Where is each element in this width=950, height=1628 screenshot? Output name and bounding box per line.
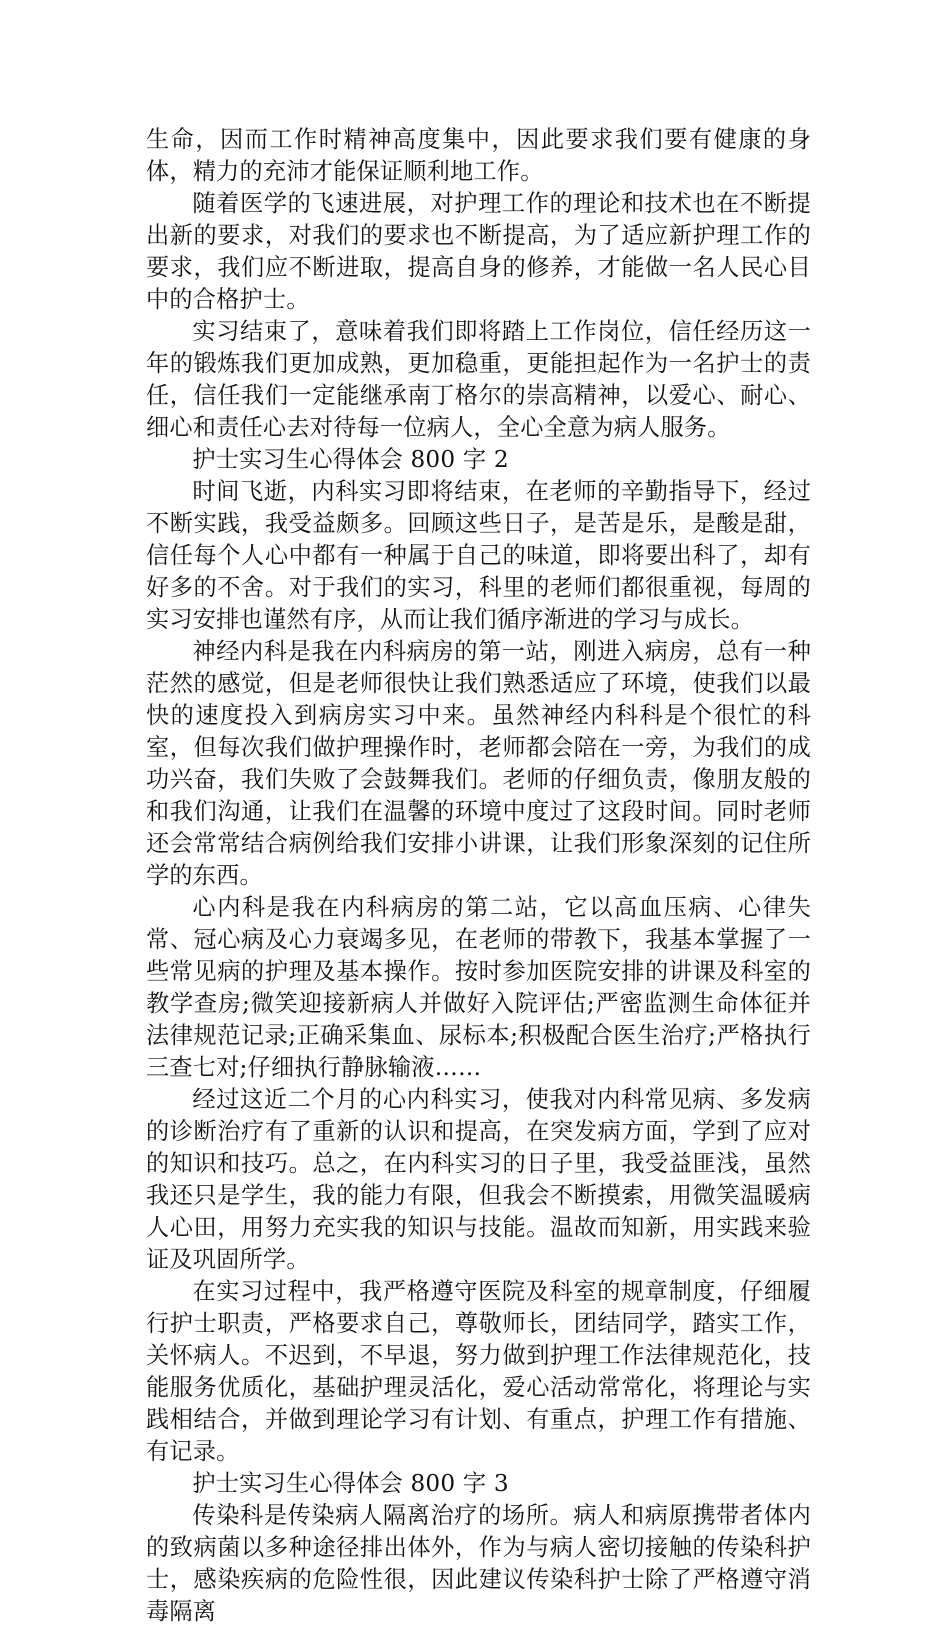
paragraph: 实习结束了，意味着我们即将踏上工作岗位，信任经历这一年的锻炼我们更加成熟，更加稳重，更能担起作为一名护士的责任，信任我们一定能继承南丁格尔的崇高精神，以爱心、耐心、细心和责任心去对待每一位病人，全心全意为病人服务。 xyxy=(146,318,811,441)
paragraph: 在实习过程中，我严格遵守医院及科室的规章制度，仔细履行护士职责，严格要求自己，尊敬师长，团结同学，踏实工作，关怀病人。不迟到，不早退，努力做到护理工作法律规范化，技能服务优质化，基础护理灵活化，爱心活动常常化，将理论与实践相结合，并做到理论学习有计划、有重点，护理工作有措施、有记录。 xyxy=(146,1278,811,1465)
document-body xyxy=(146,124,811,1628)
paragraph: 传染科是传染病人隔离治疗的场所。病人和病原携带者体内的致病菌以多种途径排出体外，作为与病人密切接触的传染科护士，感染疾病的危险性很，因此建议传染科护士除了严格遵守消毒隔离 xyxy=(146,1502,811,1625)
section-heading: 护士实习生心得体会 800 字 2 xyxy=(192,446,509,473)
paragraph-continuation: 生命，因而工作时精神高度集中，因此要求我们要有健康的身体，精力的充沛才能保证顺利地工作。 xyxy=(146,126,811,185)
paragraph: 心内科是我在内科病房的第二站，它以高血压病、心律失常、冠心病及心力衰竭多见，在老师的带教下，我基本掌握了一些常见病的护理及基本操作。按时参加医院安排的讲课及科室的教学查房;微笑迎接新病人并做好入院评估;严密监测生命体征并法律规范记录;正确采集血、尿标本;积极配合医生治疗;严格执行三查七对;仔细执行静脉输液…… xyxy=(146,894,811,1081)
paragraph: 神经内科是我在内科病房的第一站，刚进入病房，总有一种茫然的感觉，但是老师很快让我们熟悉适应了环境，使我们以最快的速度投入到病房实习中来。虽然神经内科科是个很忙的科室，但每次我们做护理操作时，老师都会陪在一旁，为我们的成功兴奋，我们失败了会鼓舞我们。老师的仔细负责，像朋友般的和我们沟通，让我们在温馨的环境中度过了这段时间。同时老师还会常常结合病例给我们安排小讲课，让我们形象深刻的记住所学的东西。 xyxy=(146,638,811,889)
paragraph: 时间飞逝，内科实习即将结束，在老师的辛勤指导下，经过不断实践，我受益颇多。回顾这些日子，是苦是乐，是酸是甜，信任每个人心中都有一种属于自己的味道，即将要出科了，却有好多的不舍。对于我们的实习，科里的老师们都很重视，每周的实习安排也谨然有序，从而让我们循序渐进的学习与成长。 xyxy=(146,478,811,633)
paragraph: 经过这近二个月的心内科实习，使我对内科常见病、多发病的诊断治疗有了重新的认识和提高，在突发病方面，学到了应对的知识和技巧。总之，在内科实习的日子里，我受益匪浅，虽然我还只是学生，我的能力有限，但我会不断摸索，用微笑温暖病人心田，用努力充实我的知识与技能。温故而知新，用实践来验证及巩固所学。 xyxy=(146,1086,811,1273)
section-heading: 护士实习生心得体会 800 字 3 xyxy=(192,1470,509,1497)
paragraph: 随着医学的飞速进展，对护理工作的理论和技术也在不断提出新的要求，对我们的要求也不断提高，为了适应新护理工作的要求，我们应不断进取，提高自身的修养，才能做一名人民心目中的合格护士。 xyxy=(146,190,811,313)
